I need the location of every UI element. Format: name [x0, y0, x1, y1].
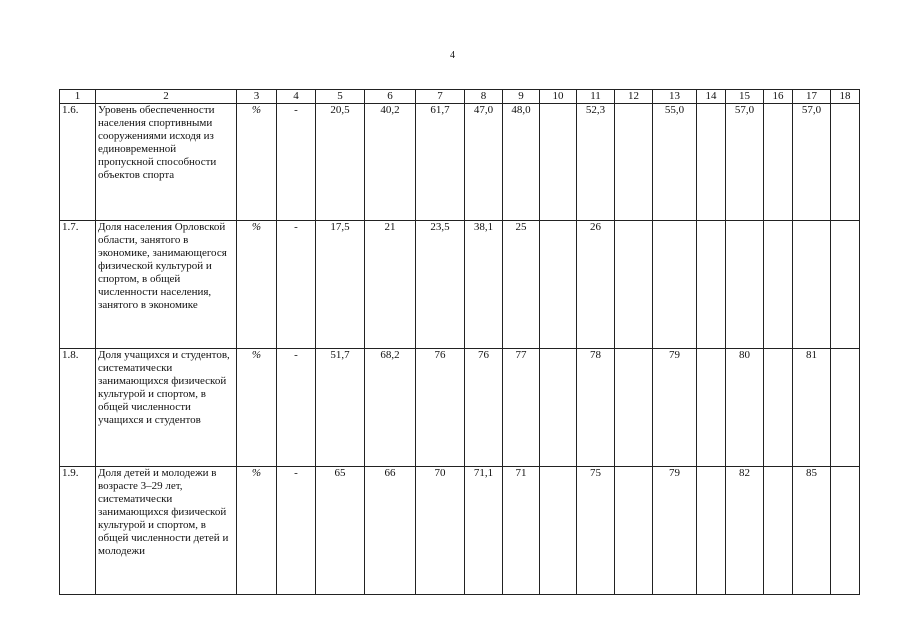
column-header-4: 4 [277, 90, 316, 104]
value-cell-col-14 [697, 349, 726, 467]
column-header-7: 7 [416, 90, 465, 104]
column-4-cell: - [277, 221, 316, 349]
value-cell-col-13: 79 [653, 349, 697, 467]
table-row [60, 221, 860, 349]
indicator-name: Уровень обеспеченности населения спортивными сооружениями исходя из единовременной пропускной способности объектов спорта [96, 104, 237, 221]
value-cell-col-5: 51,7 [316, 349, 365, 467]
row-number: 1.7. [60, 221, 96, 349]
unit-cell: % [237, 349, 277, 467]
value-cell-col-9: 25 [503, 221, 540, 349]
value-cell-col-17: 81 [793, 349, 831, 467]
column-header-3: 3 [237, 90, 277, 104]
row-number: 1.9. [60, 467, 96, 595]
column-header-2: 2 [96, 90, 237, 104]
value-cell-col-7: 70 [416, 467, 465, 595]
value-cell-col-18 [831, 104, 860, 221]
column-4-cell: - [277, 467, 316, 595]
column-header-18: 18 [831, 90, 860, 104]
table-row [60, 349, 860, 467]
value-cell-col-9: 71 [503, 467, 540, 595]
value-cell-col-8: 76 [465, 349, 503, 467]
value-cell-col-6: 68,2 [365, 349, 416, 467]
value-cell-col-11: 75 [577, 467, 615, 595]
table-row [60, 467, 860, 595]
unit-cell: % [237, 104, 277, 221]
table-body [60, 90, 860, 595]
column-header-17: 17 [793, 90, 831, 104]
column-4-cell: - [277, 349, 316, 467]
unit-cell: % [237, 221, 277, 349]
value-cell-col-5: 17,5 [316, 221, 365, 349]
value-cell-col-11: 78 [577, 349, 615, 467]
value-cell-col-6: 21 [365, 221, 416, 349]
column-header-12: 12 [615, 90, 653, 104]
value-cell-col-7: 76 [416, 349, 465, 467]
value-cell-col-13: 79 [653, 467, 697, 595]
value-cell-col-7: 61,7 [416, 104, 465, 221]
value-cell-col-8: 71,1 [465, 467, 503, 595]
row-number: 1.8. [60, 349, 96, 467]
value-cell-col-12 [615, 104, 653, 221]
value-cell-col-10 [540, 104, 577, 221]
indicator-name: Доля детей и молодежи в возрасте 3–29 лет, систематически занимающихся физической культурой и спортом, в общей численности детей и молодежи [96, 467, 237, 595]
value-cell-col-15 [726, 221, 764, 349]
value-cell-col-11: 26 [577, 221, 615, 349]
value-cell-col-12 [615, 467, 653, 595]
value-cell-col-15: 80 [726, 349, 764, 467]
value-cell-col-16 [764, 467, 793, 595]
value-cell-col-9: 77 [503, 349, 540, 467]
indicator-name: Доля учащихся и студентов, систематически занимающихся физической культурой и спортом, в общей численности учащихся и студентов [96, 349, 237, 467]
column-header-14: 14 [697, 90, 726, 104]
value-cell-col-18 [831, 221, 860, 349]
column-header-8: 8 [465, 90, 503, 104]
indicator-name: Доля населения Орловской области, занятого в экономике, занимающегося физической культурой и спортом, в общей численности населения, занятого в экономике [96, 221, 237, 349]
indicators-table [59, 89, 860, 595]
unit-cell: % [237, 467, 277, 595]
column-header-5: 5 [316, 90, 365, 104]
value-cell-col-14 [697, 104, 726, 221]
value-cell-col-12 [615, 221, 653, 349]
value-cell-col-15: 57,0 [726, 104, 764, 221]
value-cell-col-18 [831, 349, 860, 467]
value-cell-col-9: 48,0 [503, 104, 540, 221]
column-header-16: 16 [764, 90, 793, 104]
column-header-15: 15 [726, 90, 764, 104]
column-header-9: 9 [503, 90, 540, 104]
value-cell-col-16 [764, 104, 793, 221]
value-cell-col-13 [653, 221, 697, 349]
value-cell-col-5: 65 [316, 467, 365, 595]
column-header-6: 6 [365, 90, 416, 104]
value-cell-col-18 [831, 467, 860, 595]
column-header-1: 1 [60, 90, 96, 104]
table-row [60, 104, 860, 221]
row-number: 1.6. [60, 104, 96, 221]
value-cell-col-17: 85 [793, 467, 831, 595]
value-cell-col-10 [540, 467, 577, 595]
value-cell-col-14 [697, 467, 726, 595]
value-cell-col-15: 82 [726, 467, 764, 595]
value-cell-col-13: 55,0 [653, 104, 697, 221]
value-cell-col-12 [615, 349, 653, 467]
value-cell-col-10 [540, 221, 577, 349]
value-cell-col-8: 38,1 [465, 221, 503, 349]
column-header-13: 13 [653, 90, 697, 104]
column-header-10: 10 [540, 90, 577, 104]
value-cell-col-6: 66 [365, 467, 416, 595]
value-cell-col-17: 57,0 [793, 104, 831, 221]
column-4-cell: - [277, 104, 316, 221]
value-cell-col-16 [764, 349, 793, 467]
value-cell-col-16 [764, 221, 793, 349]
header-row [60, 90, 860, 104]
value-cell-col-10 [540, 349, 577, 467]
page-number: 4 [450, 50, 455, 61]
value-cell-col-8: 47,0 [465, 104, 503, 221]
column-header-11: 11 [577, 90, 615, 104]
value-cell-col-5: 20,5 [316, 104, 365, 221]
value-cell-col-11: 52,3 [577, 104, 615, 221]
value-cell-col-7: 23,5 [416, 221, 465, 349]
value-cell-col-6: 40,2 [365, 104, 416, 221]
value-cell-col-17 [793, 221, 831, 349]
value-cell-col-14 [697, 221, 726, 349]
